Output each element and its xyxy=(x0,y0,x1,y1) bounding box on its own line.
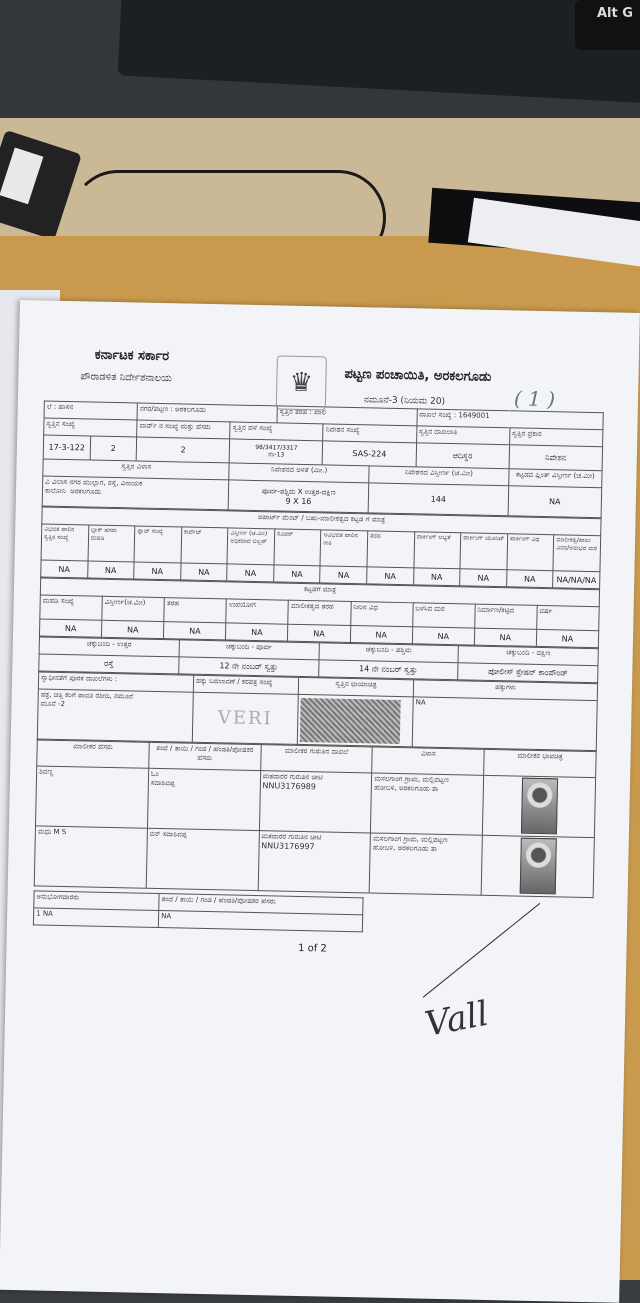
building-header: ಮಾಲೀಕತ್ವದ ತರಹ xyxy=(288,600,351,625)
building-value: NA xyxy=(164,622,226,640)
owner-row xyxy=(34,826,594,898)
building-header: ಮಹಡಿ ಸಂಖ್ಯೆ xyxy=(40,595,103,620)
owner-header: ಮಾಲೀಕರ ಭಾವಚಿತ್ರ xyxy=(484,749,596,777)
apartment-header: ಅವಿಭಜಿತ ಪಾಲಿನ ರೀತಿ xyxy=(320,530,367,567)
owners-table xyxy=(34,739,597,898)
apartment-value: NA xyxy=(180,563,227,581)
built-area-label: ಕಟ್ಟಡದ ಫ್ಲಿಂತ್ ವಿಸ್ತೀರ್ಣ (ಚ.ಮೀ) xyxy=(508,469,602,488)
district-cell: ಲೆ : ಹಾಸನ xyxy=(44,401,137,420)
apartment-header: ಫ್ಲಾಟ್ ಸಂಖ್ಯೆ xyxy=(134,526,181,563)
building-value: NA xyxy=(39,619,101,637)
apartment-table xyxy=(40,506,601,589)
label-cell: ಸ್ವತ್ತಿನ ಸಂಖ್ಯೆ xyxy=(44,418,137,437)
keyboard-key-label: Alt G xyxy=(597,6,633,21)
rights-value: NA xyxy=(412,697,597,751)
deed-text: ಪತ್ರ, ಚಿತ್ತಿ ಕರಿಗೆ ಪಾವತಿ ರಶೀದಿ, ನಮೂನೆ ಮೂನೆ -2 xyxy=(37,689,193,742)
apartment-value: NA xyxy=(320,566,367,584)
occupant-row-number: 1 xyxy=(36,909,41,918)
occupants-table xyxy=(33,890,364,932)
size-value: 9 X 16 xyxy=(285,496,312,506)
building-header: ನೀರಿನ ವಿಧ xyxy=(350,601,413,626)
documents-label: ಸ್ವಾಧೀನತೆಗೆ ಪೂರಕ ದಾಖಲೆಗಳು : xyxy=(38,672,193,692)
building-value: NA xyxy=(350,625,412,643)
boundary-label: ಚಕ್ಕುಬಂದಿ - ದಕ್ಷಿಣ xyxy=(458,646,598,666)
boundary-label: ಚಕ್ಕುಬಂದಿ - ಉತ್ತರ xyxy=(39,637,179,657)
apartment-value: NA xyxy=(274,565,321,583)
site-number: SAS-224 xyxy=(323,441,417,467)
boundary-value: ಪೋಲೀಸ್ ಸ್ಟೇಷನ್ ಕಾಂಪೌಂಡ್ xyxy=(458,663,598,683)
size-sub-label: ಪೂರ್ವ-ಪಶ್ಚಿಮ X ಉತ್ತರ-ದಕ್ಷಿಣ xyxy=(261,486,336,497)
building-value: NA xyxy=(412,627,474,645)
owner-header: ಮಾಲೀಕರ ಗುರುತಿನ ದಾಖಲೆ xyxy=(260,745,372,773)
built-area-value: NA xyxy=(508,486,602,518)
owner-id-label: ಮತದಾರರ ಗುರುತಿನ ಚೀಟಿ xyxy=(262,772,323,782)
office-title: ಪಟ್ಟಣ ಪಂಚಾಯಿತಿ, ಅರಕಲಗೂಡು xyxy=(344,366,492,385)
building-value: NA xyxy=(536,629,598,647)
apartment-header: ಸೂಪರ್ xyxy=(274,529,321,566)
verified-watermark: VERI xyxy=(217,707,273,730)
ward-number: 2 xyxy=(90,436,137,461)
keyboard-key xyxy=(575,0,640,50)
label-cell: ಸ್ವತ್ತಿನ ಹಳೆ ಸಂಖ್ಯೆ xyxy=(230,422,323,441)
owner-address: ಮಸಲಗಾಂಗ ಗ್ರಾಮ, ಮಲ್ಲಿಪಟ್ಟಣ ಹೋಬಳಿ, ಅರಕಲಗೂಡು ತಾ xyxy=(371,773,484,835)
owner-header: ವಿಳಾಸ xyxy=(372,747,484,775)
keyboard xyxy=(118,0,640,105)
building-value: NA xyxy=(102,620,164,638)
ward-name: 2 xyxy=(136,437,230,463)
owner-header: ಮಾಲೀಕರ ಹೆಸರು xyxy=(37,740,149,768)
occupant-name: NA xyxy=(42,909,53,918)
owner-relation: ಓಂ ಸದಾಶಿವಪ್ಪ xyxy=(147,768,260,830)
building-header: ವರ್ಷ xyxy=(537,605,600,630)
handwritten-mark: ( 1 ) xyxy=(513,386,556,412)
label-cell: ನಿವೇಶನ ಸಂಖ್ಯೆ xyxy=(323,424,416,443)
owner-photo xyxy=(521,778,558,835)
occupant-header: ಅನುಭೋಗದಾರರು xyxy=(34,891,159,911)
emblem-icon: ♛ xyxy=(276,355,327,410)
label-cell: ಸ್ವತ್ತಿನ ದಾಖಲಾತಿ xyxy=(416,426,509,445)
building-header: ಬಳಸಿದ ಮರ xyxy=(412,603,475,628)
photo-label: ಸ್ವತ್ತಿನ ಛಾಯಾಚಿತ್ರ xyxy=(298,677,413,696)
owner-id-label: ಮತದಾರರ ಗುರುತಿನ ಚೀಟಿ xyxy=(261,832,322,842)
boundary-value: 12 ನೇ ನಂಬರ್ ಸ್ವತ್ತು xyxy=(178,657,318,677)
property-photo xyxy=(300,697,401,743)
label-cell: ಸ್ವತ್ತಿನ ಪ್ರಕಾರ xyxy=(509,428,603,447)
building-header: ಉಪಯೋಗ xyxy=(226,599,289,624)
owner-photo-cell xyxy=(483,775,596,837)
old-property-number: 98/3417/3317 ನೆಂ-13 xyxy=(229,439,323,465)
label-cell: ವಾರ್ಡ್ ನ ಸಂಖ್ಯೆ ಮತ್ತು ಹೆಸರು xyxy=(137,420,230,439)
building-value: NA xyxy=(226,623,288,641)
address-value: ವಿ ವಿಲಾಸ ನಗರ ಮುಲ್ಲಾಗ, ರಸ್ತೆ, ವಿನಾಯಕ ಕಾಲೋನಿ ಅರಕಲಗೂಡು xyxy=(42,476,229,510)
apartment-header: ಮಾಲೀಕತ್ವ/ಪಾಲು ವಿವರ/ಅನುಭವ ಮರ xyxy=(553,535,600,572)
owner-id-number: NNU3176997 xyxy=(261,841,315,852)
size-label: ನಿವೇಶನದ ಅಳತೆ (ಮೀ.) xyxy=(229,463,369,483)
boundary-value: 14 ನೇ ನಂಬರ್ ಸ್ವತ್ತು xyxy=(318,660,458,680)
apartment-value: NA/NA/NA xyxy=(553,571,600,589)
document-sheet xyxy=(32,311,605,961)
apartment-value: NA xyxy=(41,560,88,578)
apartment-value: NA xyxy=(134,562,181,580)
directorate-title: ಪೌರಾಡಳಿತ ನಿರ್ದೇಶನಾಲಯ xyxy=(80,371,173,385)
apartment-header: ಕಾರ್ಪೆಟ್ xyxy=(181,527,228,564)
property-type-cell: ಸ್ವತ್ತಿನ ತರಹ : ಖಾಲಿ xyxy=(277,406,417,426)
apartment-header: ಪಾರ್ಕಿಂಗ್ ಯೂನಿಟ್ xyxy=(460,533,507,570)
rights-label: ಹಕ್ಕುಗಳು xyxy=(413,680,597,701)
form-number: ನಮೂನೆ-3 (ನಿಯಮ 20) xyxy=(363,395,446,407)
owner-name: ಶಿವಣ್ಣ xyxy=(35,766,148,828)
owner-id-cell xyxy=(258,831,371,893)
boundary-label: ಚಕ್ಕುಬಂದಿ - ಪಶ್ಚಿಮ xyxy=(319,643,459,663)
owner-header: ತಂದೆ / ತಾಯಿ / ಗಂಡ / ಹೆಂಡತಿ/ಪೋಷಕರ ಹೆಸರು xyxy=(149,742,261,770)
page-number: 1 of 2 xyxy=(297,942,327,955)
property-document xyxy=(0,300,640,1303)
government-title: ಕರ್ನಾಟಕ ಸರ್ಕಾರ xyxy=(94,347,170,365)
record-number-cell: ದಾಖಲೆ ಸಂಖ್ಯೆ : 1649001 xyxy=(417,409,604,430)
apartment-header: ತರಹ xyxy=(367,531,414,568)
boundary-value: ರಸ್ತೆ xyxy=(39,654,179,674)
apartment-value: NA xyxy=(367,567,414,585)
area-value: 144 xyxy=(368,483,508,516)
signature: Vall xyxy=(421,993,492,1045)
owner-id-number: NNU3176989 xyxy=(262,781,317,792)
owner-photo-cell xyxy=(481,835,594,897)
owner-address: ಮಸಲಗಾಂಗ ಗ್ರಾಮ, ಮಲ್ಲಿಪಟ್ಟಣ ಹೋಬಳಿ, ಅರಕಲಗೂಡು ತಾ xyxy=(370,833,483,895)
occupant-relation: NA xyxy=(158,911,362,932)
apartment-title: ಅಪಾರ್ಟ್ ಮೆಂಟ್ / ಬಹು-ಮಾಲೀಕತ್ವದ ಕಟ್ಟಡ ಗೆ ಮಾತ್ರ xyxy=(42,507,601,536)
document-header xyxy=(44,311,606,413)
town-cell: ನಗರ/ಪಟ್ಟಣ : ಅರಕಲಗೂಡು xyxy=(137,403,277,423)
apartment-value: NA xyxy=(506,570,553,588)
apartment-value: NA xyxy=(227,564,274,582)
apartment-header: ಪಾರ್ಕಿಂಗ್ ಲಭ್ಯತೆ xyxy=(414,532,461,569)
building-title: ಕಟ್ಟಡಗೆ ಮಾತ್ರ xyxy=(40,578,599,607)
boundary-label: ಚಕ್ಕುಬಂದಿ - ಪೂರ್ವ xyxy=(179,640,319,660)
building-value: NA xyxy=(474,628,536,646)
apartment-header: ಪಾರ್ಕಿಂಗ್ ವಿಧ xyxy=(507,534,554,571)
owner-relation: ಬಿನ್ ಸದಾಶಿವಪ್ಪ xyxy=(146,828,259,890)
occupant-relation-header: ತಂದೆ / ತಾಯಿ / ಗಂಡ / ಹೆಂಡತಿ/ಪೋಷಕರ ಹೆಸರು xyxy=(159,894,363,915)
owner-name: ಮಧು M S xyxy=(34,826,147,888)
building-header: ವಿಸ್ತೀರ್ಣ(ಚ.ಮೀ) xyxy=(102,596,165,621)
apartment-value: NA xyxy=(413,568,460,586)
documents-table xyxy=(37,671,598,751)
address-label: ಸ್ವತ್ತಿನ ವಿಳಾಸ xyxy=(43,459,230,480)
property-kind: ನಿವೇಶನ xyxy=(509,445,603,471)
building-header: ತರಹ xyxy=(164,598,227,623)
area-label: ನಿವೇಶನದ ವಿಸ್ತೀರ್ಣ (ಚ.ಮೀ) xyxy=(369,466,509,486)
property-table xyxy=(42,401,604,519)
apartment-header: ಬ್ಲಾಕ್ ಹೆಸರು ಮಹಡಿ xyxy=(88,525,135,562)
property-number: 17-3-122 xyxy=(43,435,90,460)
owner-photo xyxy=(519,838,556,895)
transfer-label: ಹಕ್ಕು ಬದಲಾವಣೆ / ಕರಪತ್ರ ಸಂಖ್ಯೆ xyxy=(193,675,298,694)
apartment-value: NA xyxy=(87,561,134,579)
building-header: ನಿರ್ಮಾಣ/ಕಟ್ಟಿದ xyxy=(474,604,537,629)
apartment-header: ವಿಭಜಿತ ಪಾಲಿನ ಸ್ವತ್ತಿನ ಸಂಖ್ಯೆ xyxy=(41,524,88,561)
apartment-header: ವಿಸ್ತೀರ್ಣ (ಚ.ಮೀ) ಅಧಿಕವಾದ ಬಿಲ್ಡಪ್ xyxy=(227,528,274,565)
property-document-type: ಆದಿಸ್ಥರ xyxy=(416,443,510,469)
apartment-value: NA xyxy=(460,569,507,587)
owner-id-cell xyxy=(259,771,372,833)
building-value: NA xyxy=(288,624,350,642)
